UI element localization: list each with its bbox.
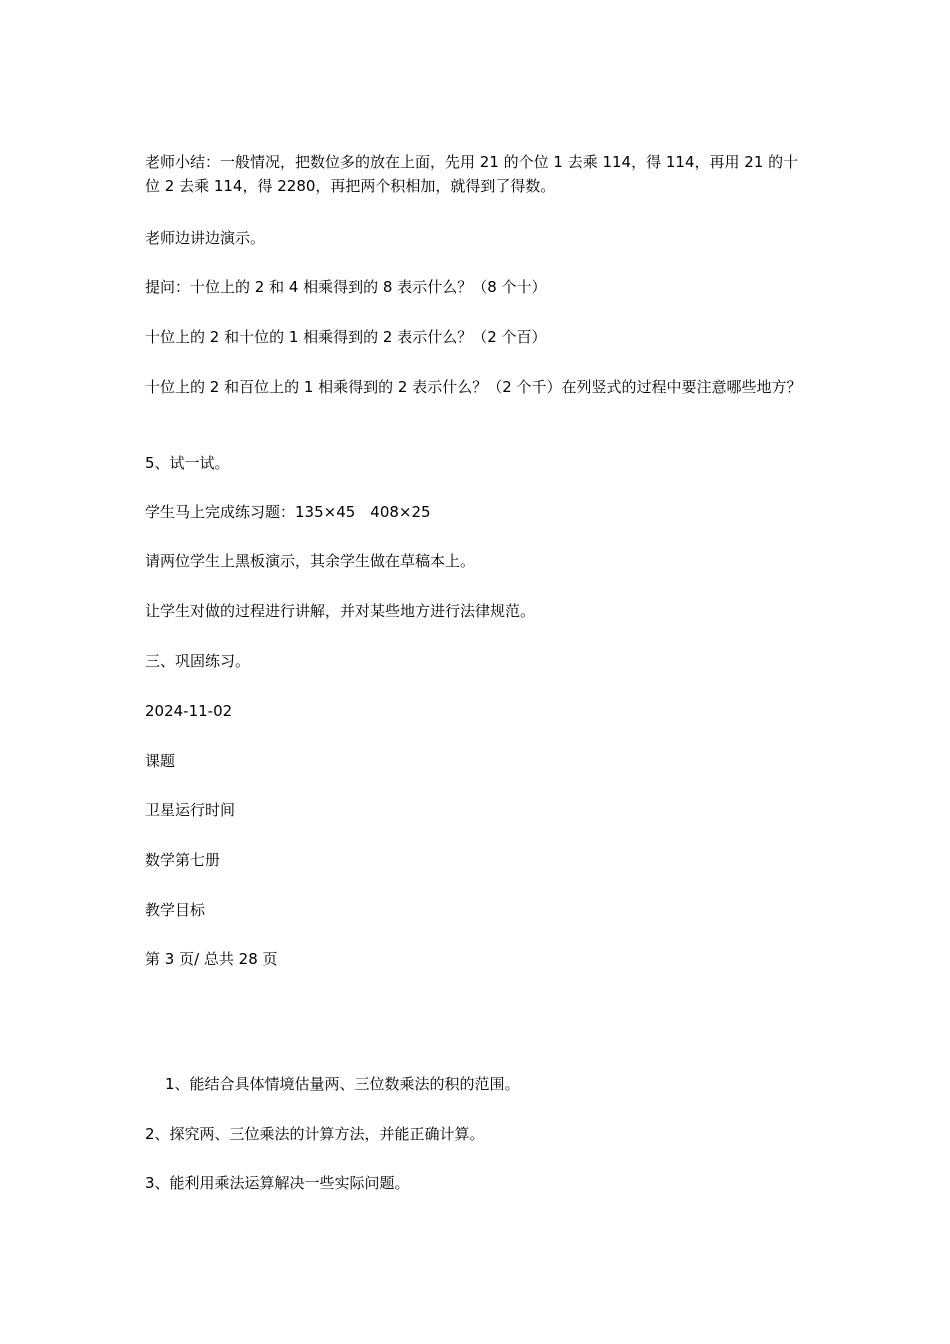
objective-item-1: 1、能结合具体情境估量两、三位数乘法的积的范围。 (165, 1075, 520, 1093)
paragraph-teacher-demo: 老师边讲边演示。 (145, 229, 266, 247)
paragraph-blackboard: 请两位学生上黑板演示，其余学生做在草稿本上。 (145, 552, 476, 570)
paragraph-consolidate: 三、巩固练习。 (145, 652, 251, 670)
paragraph-date: 2024-11-02 (145, 702, 233, 720)
objective-item-2: 2、探究两、三位乘法的计算方法，并能正确计算。 (145, 1125, 485, 1143)
paragraph-exercise: 学生马上完成练习题：135×45 408×25 (145, 503, 431, 521)
paragraph-question-thousands: 十位上的 2 和百位上的 1 相乘得到的 2 表示什么？（2 个千）在列竖式的过程中要注意哪些地方？ (145, 378, 802, 396)
paragraph-teacher-summary: 老师小结：一般情况，把数位多的放在上面，先用 21 的个位 1 去乘 114，得 114，再用 21 的十位 2 去乘 114，得 2280，再把两个积相加，就得到了得数。 (145, 153, 799, 195)
paragraph-explain: 让学生对做的过程进行讲解，并对某些地方进行法律规范。 (145, 602, 536, 620)
paragraph-try-it: 5、试一试。 (145, 454, 230, 472)
objective-item-3: 3、能利用乘法运算解决一些实际问题。 (145, 1174, 410, 1192)
paragraph-textbook: 数学第七册 (145, 851, 221, 869)
page-footer: 第 3 页/ 总共 28 页 (145, 950, 278, 968)
paragraph-topic-label: 课题 (145, 752, 176, 770)
paragraph-question-hundreds: 十位上的 2 和十位的 1 相乘得到的 2 表示什么？（2 个百） (145, 328, 547, 346)
paragraph-objectives-label: 教学目标 (145, 901, 206, 919)
paragraph-topic: 卫星运行时间 (145, 801, 236, 819)
paragraph-question-tens: 提问：十位上的 2 和 4 相乘得到的 8 表示什么？（8 个十） (145, 278, 547, 296)
